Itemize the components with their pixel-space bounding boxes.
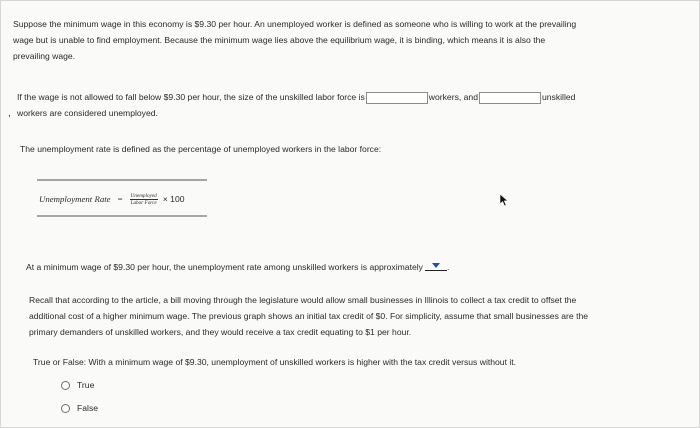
labor-text-line2: workers are considered unemployed. <box>17 108 158 118</box>
recall-paragraph <box>29 292 689 340</box>
rate-question-end: . <box>446 262 450 272</box>
labor-force-question <box>17 89 697 121</box>
formula-top-rule <box>37 179 207 181</box>
intro-line: wage but is unable to find employment. Because the minimum wage lies above the equilibrium wage, it is binding, which means it is also the <box>13 35 546 45</box>
unemployment-rate-formula <box>39 189 185 209</box>
radio-false[interactable] <box>61 404 70 413</box>
formula-denominator: Labor Force <box>130 199 157 206</box>
intro-paragraph <box>13 16 693 64</box>
recall-line: Recall that according to the article, a bill moving through the legislature would allow small businesses in Illinois to collect a tax credit to offset the <box>29 295 577 305</box>
radio-true[interactable] <box>61 381 70 390</box>
labor-text-middle: workers, and <box>428 92 478 102</box>
chevron-down-icon <box>432 263 440 268</box>
rate-question-text: At a minimum wage of $9.30 per hour, the unemployment rate among unskilled workers is approximately <box>26 262 423 272</box>
intro-line: Suppose the minimum wage in this economy is $9.30 per hour. An unemployed worker is defined as someone who is willing to work at the prevailing <box>13 19 577 29</box>
formula-multiplier: × 100 <box>162 194 185 204</box>
option-true-label[interactable]: True <box>77 380 95 390</box>
unemployed-workers-input[interactable] <box>479 92 541 104</box>
formula-numerator: Unemployed <box>130 192 157 199</box>
intro-line: prevailing wage. <box>13 51 76 61</box>
formula-equals: = <box>117 194 123 204</box>
stray-comma: , <box>8 108 11 119</box>
unemployment-rate-dropdown[interactable] <box>425 261 450 272</box>
recall-line: primary demanders of unskilled workers, and they would receive a tax credit equating to $1 per hour. <box>29 327 412 337</box>
option-false-label[interactable]: False <box>77 403 99 413</box>
unemployment-rate-question <box>26 259 449 275</box>
labor-text-after: unskilled <box>541 92 576 102</box>
option-true[interactable] <box>61 380 94 390</box>
formula-bottom-rule <box>37 215 207 217</box>
labor-text-before: If the wage is not allowed to fall below $9.30 per hour, the size of the unskilled labor force is <box>17 92 365 102</box>
labor-force-input[interactable] <box>366 92 428 104</box>
option-false[interactable] <box>61 403 98 413</box>
formula-lhs: Unemployment Rate <box>39 194 111 204</box>
mouse-cursor-icon <box>499 193 511 207</box>
definition-text: The unemployment rate is defined as the percentage of unemployed workers in the labor force: <box>20 144 382 154</box>
true-false-question: True or False: With a minimum wage of $9.30, unemployment of unskilled workers is higher with the tax credit versus without it. <box>33 357 517 367</box>
recall-line: additional cost of a higher minimum wage. The previous graph shows an initial tax credit of $0. For simplicity, assume that small businesses are the <box>29 311 589 321</box>
formula-fraction <box>130 193 158 206</box>
